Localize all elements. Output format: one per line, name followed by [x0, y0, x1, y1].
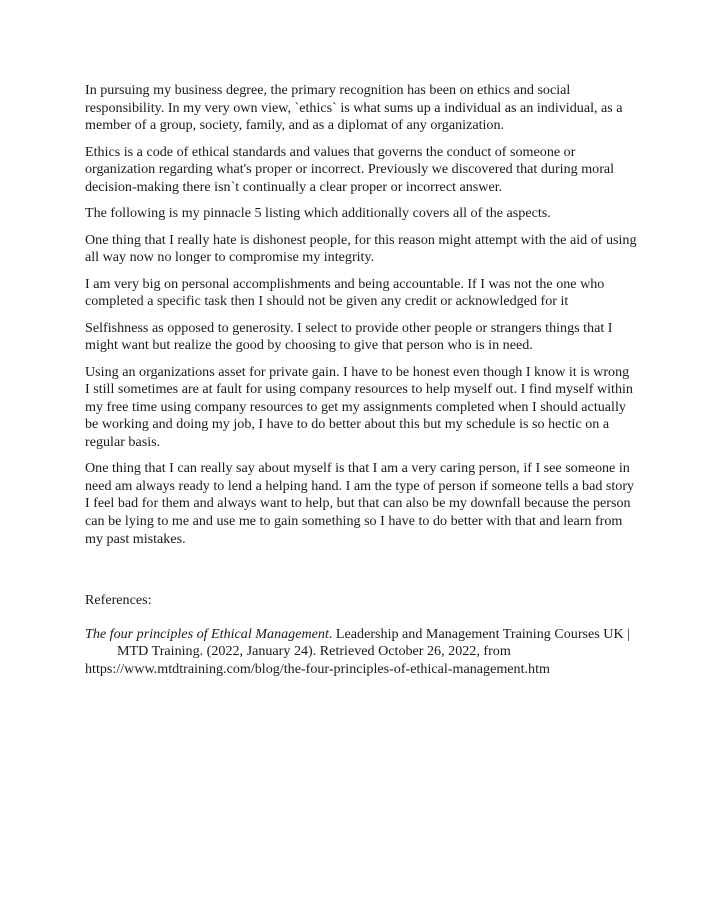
reference-entry [85, 626, 637, 679]
reference-url: https://www.mtdtraining.com/blog/the-four-principles-of-ethical-management.htm [85, 660, 550, 677]
spacer [85, 557, 637, 592]
paragraph-generosity: Selfishness as opposed to generosity. I select to provide other people or strangers things that I might want but realize the good by choosing to give that person who is in need. [85, 319, 613, 354]
references-heading: References: [85, 592, 152, 609]
reference-details: . Leadership and Management Training Courses UK | MTD Training. (2022, January 24). Retrieved October 26, 2022, from [117, 625, 630, 660]
paragraph-company-assets: Using an organizations asset for private gain. I have to be honest even though I know it is wrong I still sometimes are at fault for using company resources to help myself out. I find myself within my free time using company resources to get my assignments completed when I should actually be working and doing my job, I have to do better about this but my schedule is so hectic on a regular basis. [85, 363, 633, 450]
paragraph-caring: One thing that I can really say about myself is that I am a very caring person, if I see someone in need am always ready to lend a helping hand. I am the type of person if someone tells a bad story I feel bad for them and always want to help, but that can also be my downfall because the person can be lying to me and use me to gain something so I have to do better with that and learn from my past mistakes. [85, 460, 635, 547]
paragraph-dishonesty: One thing that I really hate is dishonest people, for this reason might attempt with the aid of using all way now no longer to compromise my integrity. [85, 231, 637, 266]
document-page [85, 82, 637, 678]
paragraph-ethics-definition: Ethics is a code of ethical standards and values that governs the conduct of someone or organization regarding what's proper or incorrect. Previously we discovered that during moral decision-making there isn`t continually a clear proper or incorrect answer. [85, 143, 615, 195]
reference-title: The four principles of Ethical Management [85, 625, 329, 642]
paragraph-intro: In pursuing my business degree, the primary recognition has been on ethics and social responsibility. In my very own view, `ethics` is what sums up a individual as an individual, as a member of a group, society, family, and as a diplomat of any organization. [85, 82, 623, 134]
paragraph-top5-intro: The following is my pinnacle 5 listing which additionally covers all of the aspects. [85, 205, 551, 222]
paragraph-accountability: I am very big on personal accomplishments and being accountable. If I was not the one who completed a specific task then I should not be given any credit or acknowledged for it [85, 275, 605, 310]
